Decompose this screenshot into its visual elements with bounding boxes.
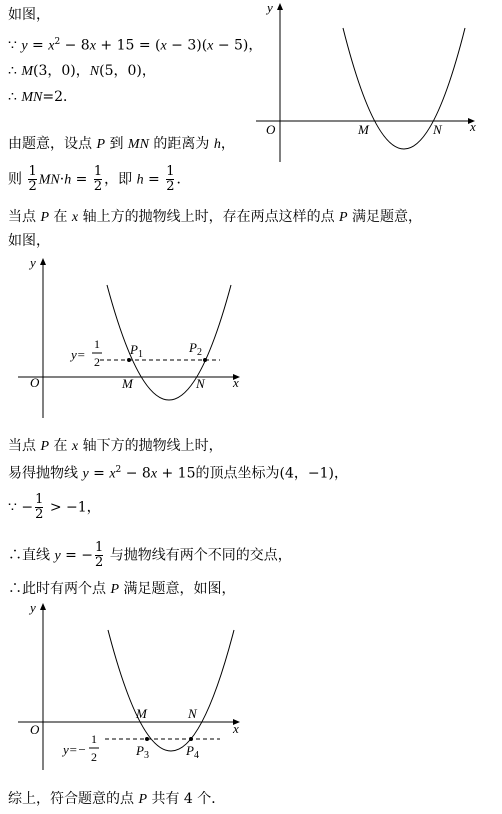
- parabola: [108, 630, 234, 751]
- fraction-half: $\frac{1}{2}$: [93, 164, 103, 194]
- label-M: M: [122, 376, 133, 391]
- label-P1: $P_1$: [130, 342, 143, 360]
- label-O: O: [30, 375, 40, 390]
- label-y: y: [30, 255, 36, 270]
- text-line-5: 由题意，设点 P 到 MN 的距离为 h，: [8, 136, 235, 152]
- text-line-7: 当点 P 在 x 轴上方的抛物线上时，存在两点这样的点 P 满足题意，: [8, 209, 423, 225]
- line-label-den: 2: [94, 355, 100, 369]
- label-M: M: [136, 706, 147, 721]
- label-x: x: [470, 119, 476, 134]
- line-label-num: 1: [94, 337, 100, 351]
- text-line-4: ∴ MN=2．: [8, 89, 77, 105]
- fraction-half: $\frac{1}{2}$: [28, 164, 37, 194]
- label-O: O: [266, 122, 276, 137]
- label-x: x: [233, 721, 239, 736]
- label-O: O: [30, 722, 40, 737]
- text-line-11: ∵ − $\frac{1}{2}$ > −1，: [8, 492, 101, 522]
- label-N: N: [196, 376, 205, 391]
- text-line-14: 综上，符合题意的点 P 共有 4 个．: [8, 791, 226, 807]
- text-line-9: 当点 P 在 x 轴下方的抛物线上时，: [8, 438, 223, 454]
- text-line-13: ∴此时有两个点 P 满足题意，如图，: [8, 581, 236, 597]
- fraction-half: $\frac{1}{2}$: [166, 164, 175, 194]
- label-N: N: [188, 706, 197, 721]
- label-P2: $P_2$: [189, 340, 202, 358]
- text-line-12: ∴直线 y = − $\frac{1}{2}$ 与抛物线有两个不同的交点，: [8, 540, 292, 570]
- label-N: N: [433, 122, 442, 137]
- label-x: x: [233, 375, 239, 390]
- figure-1: [250, 0, 490, 170]
- label-y: y: [267, 0, 273, 15]
- point-P1: [127, 358, 131, 362]
- point-P3: [145, 737, 149, 741]
- label-y: y: [30, 600, 36, 615]
- text-line-8: 如图，: [8, 233, 50, 249]
- label-P4: $P_4$: [186, 743, 199, 761]
- line-label: y=: [71, 347, 86, 362]
- text-line-6: 则 $\frac{1}{2}$ MN·h = $\frac{1}{2}$ ，即 h = $\frac{1}{2}$ ．: [8, 164, 191, 194]
- line-label-den: 2: [91, 750, 97, 764]
- label-M: M: [358, 122, 369, 137]
- line-label: y=−: [63, 742, 87, 757]
- label-P3: $P_3$: [136, 743, 149, 761]
- point-P2: [203, 358, 207, 362]
- fraction-half: $\frac{1}{2}$: [35, 492, 44, 522]
- figure-2: [15, 255, 250, 425]
- point-P4: [189, 737, 193, 741]
- text-line-2: ∵ $y = x^2 - 8x + 15 = (x - 3)(x - 5)$，: [8, 37, 263, 54]
- text-line-3: ∴ M(3，0)，N(5，0)，: [8, 63, 156, 79]
- line-label-num: 1: [91, 732, 97, 746]
- text-line-10: 易得抛物线 $y = x^2 - 8x + 15$的顶点坐标为(4，−1)，: [8, 465, 348, 482]
- text-line-1: 如图，: [8, 7, 50, 23]
- fraction-half: $\frac{1}{2}$: [95, 540, 104, 570]
- figure-3: [15, 600, 250, 780]
